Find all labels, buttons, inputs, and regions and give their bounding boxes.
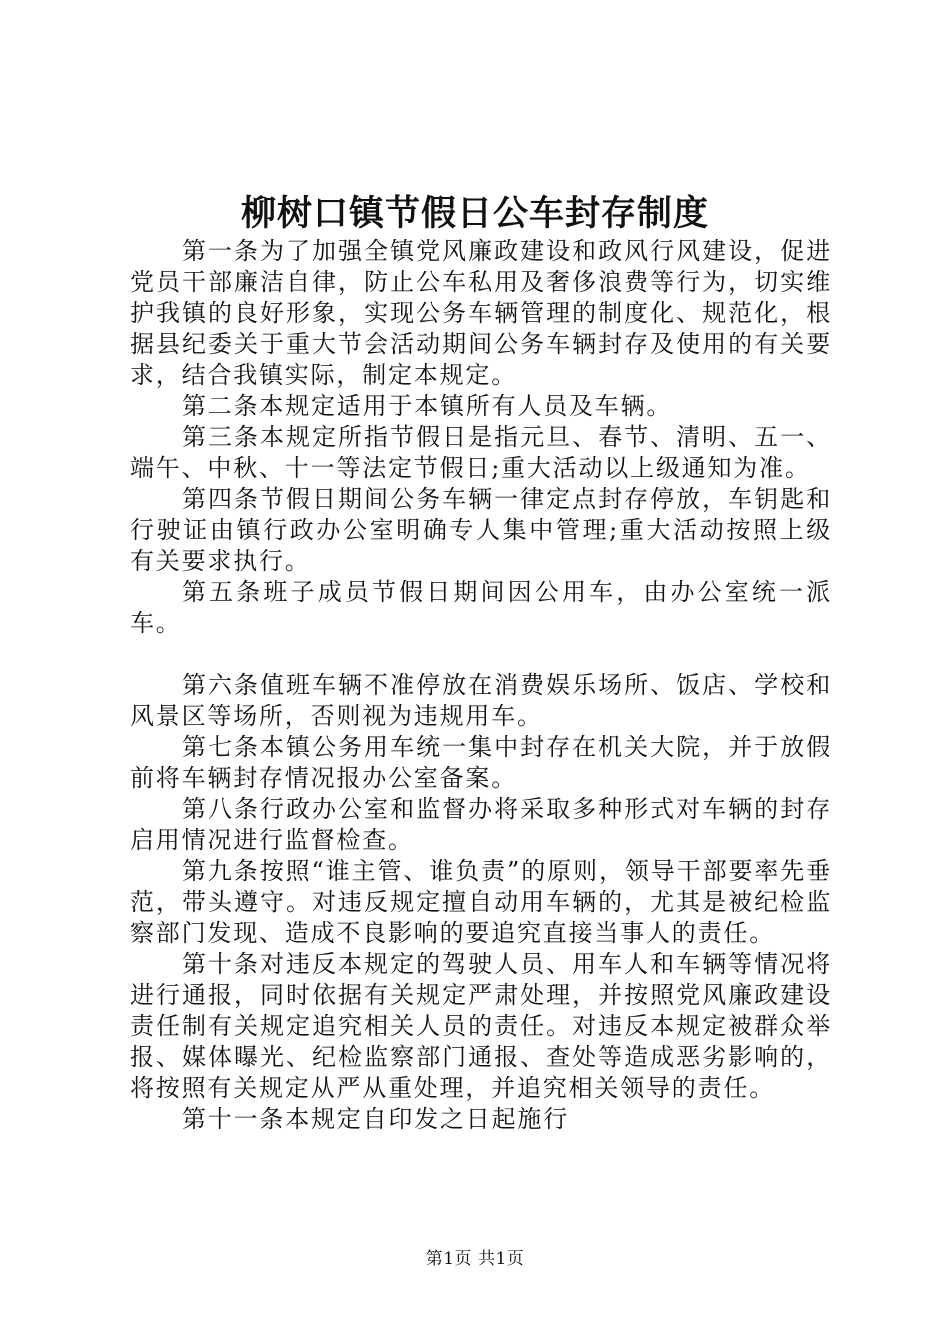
page-footer: 第1页 共1页 (425, 1249, 525, 1269)
article-6-paragraph: 第六条值班车辆不准停放在消费娱乐场所、饭店、学校和风景区等场所，否则视为违规用车。 (130, 671, 832, 730)
article-8-paragraph: 第八条行政办公室和监督办将采取多种形式对车辆的封存启用情况进行监督检查。 (130, 795, 832, 854)
document-title: 柳树口镇节假日公车封存制度 (240, 193, 709, 234)
article-7-paragraph: 第七条本镇公务用车统一集中封存在机关大院，并于放假前将车辆封存情况报办公室备案。 (130, 733, 832, 792)
article-11-paragraph: 第十一条本规定自印发之日起施行 (182, 1105, 569, 1133)
article-4-paragraph: 第四条节假日期间公务车辆一律定点封存停放，车钥匙和行驶证由镇行政办公室明确专人集中管理;重大活动按照上级有关要求执行。 (130, 485, 832, 575)
article-3-paragraph: 第三条本规定所指节假日是指元旦、春节、清明、五一、端午、中秋、十一等法定节假日;重大活动以上级通知为准。 (130, 423, 832, 482)
article-1-paragraph: 第一条为了加强全镇党风廉政建设和政风行风建设，促进党员干部廉洁自律，防止公车私用及奢侈浪费等行为，切实维护我镇的良好形象，实现公务车辆管理的制度化、规范化，根据县纪委关于重大节会活动期间公务车辆封存及使用的有关要求，结合我镇实际，制定本规定。 (130, 237, 832, 389)
article-9-paragraph: 第九条按照“谁主管、谁负责”的原则，领导干部要率先垂范，带头遵守。对违反规定擅自动用车辆的，尤其是被纪检监察部门发现、造成不良影响的要追究直接当事人的责任。 (130, 857, 832, 947)
article-2-paragraph: 第二条本规定适用于本镇所有人员及车辆。 (182, 392, 673, 420)
article-10-paragraph: 第十条对违反本规定的驾驶人员、用车人和车辆等情况将进行通报，同时依据有关规定严肃处理，并按照党风廉政建设责任制有关规定追究相关人员的责任。对违反本规定被群众举报、媒体曝光、纪检监察部门通报、查处等造成恶劣影响的，将按照有关规定从严从重处理，并追究相关领导的责任。 (130, 950, 832, 1102)
document-body (130, 236, 832, 1135)
article-5-paragraph: 第五条班子成员节假日期间因公用车，由办公室统一派车。 (130, 578, 832, 637)
